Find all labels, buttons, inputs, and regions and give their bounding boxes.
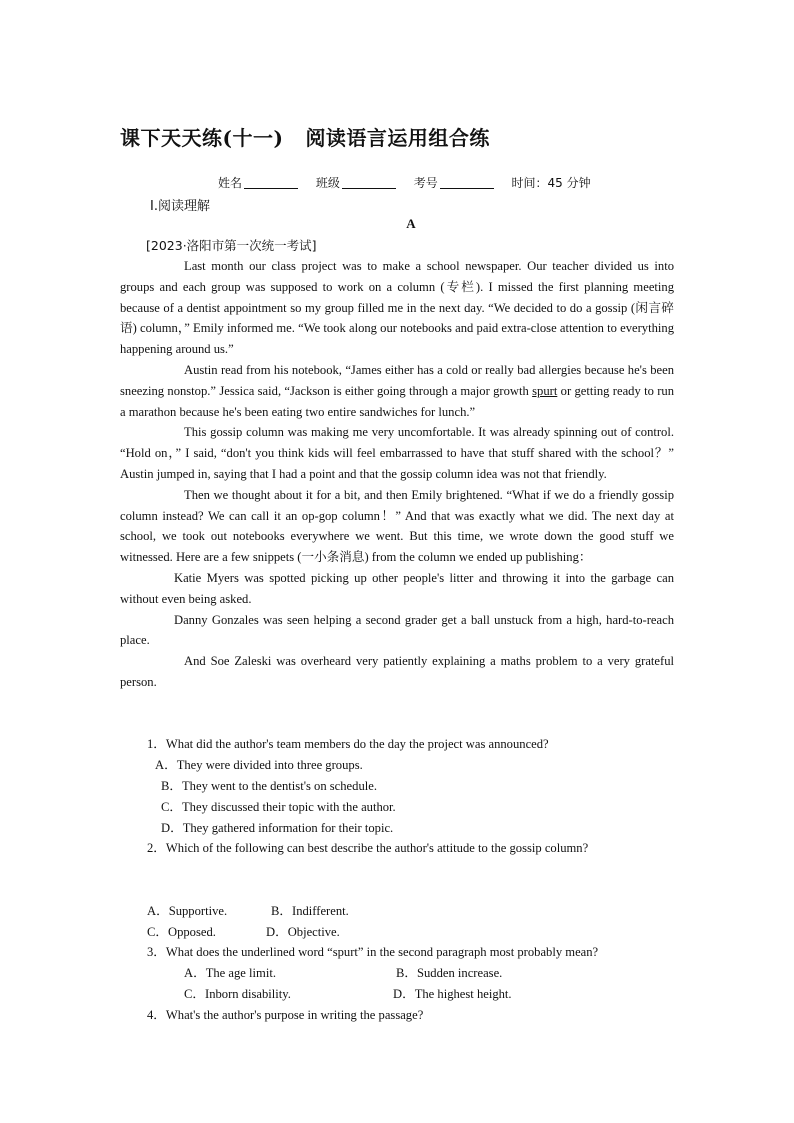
number-label: 考号 (413, 176, 438, 190)
title-part2: 阅读语言运用组合练 (305, 126, 490, 150)
question-2-option-c[interactable]: C．Opposed. (147, 925, 216, 939)
student-info-line (218, 174, 605, 191)
question-1-stem: 1．What did the author's team members do the day the project was announced? (147, 737, 549, 751)
passage-source: [2023·洛阳市第一次统一考试] (146, 238, 317, 253)
question-3-option-c[interactable]: C．Inborn disability. (184, 987, 291, 1001)
passage-body (120, 256, 674, 693)
question-3-stem: 3．What does the underlined word “spurt” in the second paragraph most probably mean? (147, 945, 599, 959)
question-3-option-d[interactable]: D．The highest height. (393, 987, 512, 1001)
paragraph-2: Austin read from his notebook, “James either has a cold or really bad allergies because he's been sneezing nonstop.” Jessica said, “Jackson is either going through a major growth spurt or getting ready to run a marathon because he's been eating two entire sandwiches for lunch.” (120, 362, 674, 419)
name-label: 姓名 (218, 176, 243, 190)
paragraph-3: This gossip column was making me very uncomfortable. It was already spinning out of control. “Hold on，” I said, “don't you think kids will feel embarrassed to have that stuff shared with the school？” Austin jumped in, saying that I had a point and that the gossip column idea was not that friendly. (120, 425, 674, 481)
time-label: 时间：45 分钟 (511, 176, 591, 190)
paragraph-4: Then we thought about it for a bit, and then Emily brightened. “What if we do a friendly gossip column instead? We can call it an op-gop column！” And that was exactly what we did. The next day at school, we took out notebooks everywhere we went. But this time, we wrote down the good stuff we witnessed. Here are a few snippets (一小条消息) from the column we ended up publishing： (120, 487, 674, 565)
title-part1: 课下天天练(十一) (120, 126, 284, 150)
passage-letter: A (406, 216, 416, 231)
paragraph-6: Danny Gonzales was seen helping a second grader get a ball unstuck from a high, hard-to-reach place. (120, 612, 674, 648)
underlined-word: spurt (532, 383, 558, 398)
question-3-option-a[interactable]: A．The age limit. (184, 966, 276, 980)
question-1-option-d[interactable]: D．They gathered information for their topic. (161, 821, 394, 835)
question-1-option-a[interactable]: A．They were divided into three groups. (155, 758, 363, 772)
question-2-option-d[interactable]: D．Objective. (266, 925, 340, 939)
question-2-option-b[interactable]: B．Indifferent. (271, 904, 349, 918)
section-heading: Ⅰ.阅读理解 (150, 199, 210, 214)
class-label: 班级 (315, 176, 340, 190)
paragraph-5: Katie Myers was spotted picking up other people's litter and throwing it into the garbage can without even being asked. (120, 570, 674, 606)
question-1-option-c[interactable]: C．They discussed their topic with the author. (161, 800, 396, 814)
question-2-option-a[interactable]: A．Supportive. (147, 904, 228, 918)
class-field[interactable] (316, 174, 396, 191)
question-4-stem: 4．What's the author's purpose in writing the passage? (147, 1008, 424, 1022)
paragraph-7: And Soe Zaleski was overheard very patiently explaining a maths problem to a very grateful person. (120, 654, 674, 689)
question-3-option-b[interactable]: B．Sudden increase. (396, 966, 503, 980)
page-title (120, 122, 490, 151)
question-1-option-b[interactable]: B．They went to the dentist's on schedule. (161, 779, 377, 793)
question-2-stem: 2．Which of the following can best describe the author's attitude to the gossip column? (147, 841, 589, 855)
exam-number-field[interactable] (414, 174, 494, 191)
paragraph-1: Last month our class project was to make a school newspaper. Our teacher divided us into groups and each group was supposed to work on a column (专栏). I missed the first planning meeting because of a dentist appointment so my group filled me in the next day. “We decided to do a gossip (闲言碎语) column，” Emily informed me. “We took along our notebooks and paid extra-close attention to everything happening around us.” (120, 259, 674, 357)
name-field[interactable] (218, 174, 298, 191)
